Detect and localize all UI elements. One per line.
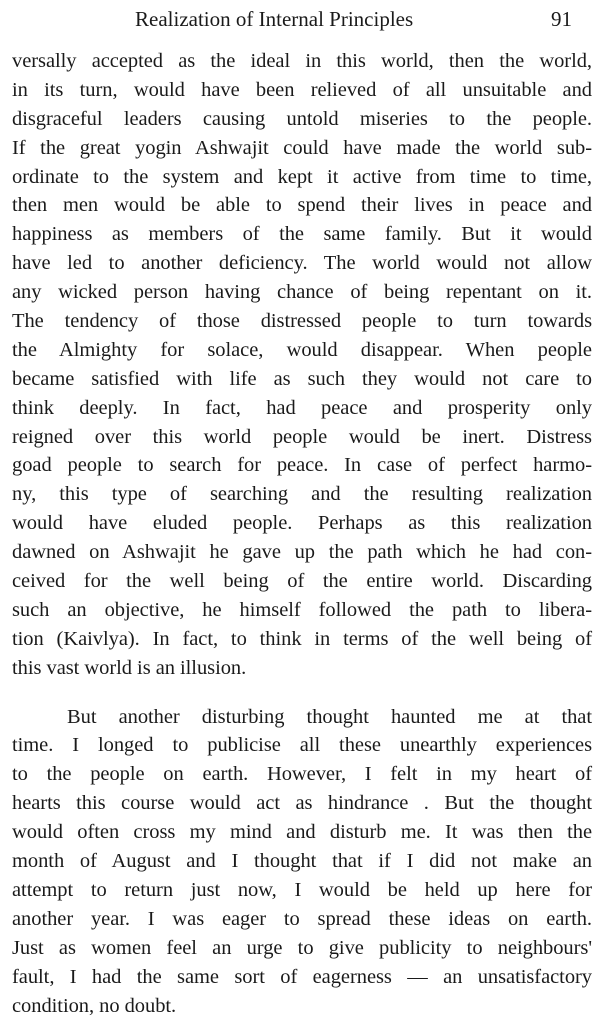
- text-line: this vast world is an illusion.: [12, 654, 592, 683]
- text-line: then men would be able to spend their lives in peace and: [12, 191, 592, 220]
- text-line: another year. I was eager to spread these ideas on earth.: [12, 905, 592, 934]
- text-line: But another disturbing thought haunted me at that: [12, 703, 592, 732]
- text-line: have led to another deficiency. The world would not allow: [12, 249, 592, 278]
- text-line: any wicked person having chance of being repentant on it.: [12, 278, 592, 307]
- text-line: attempt to return just now, I would be held up here for: [12, 876, 592, 905]
- text-line: ceived for the well being of the entire world. Discarding: [12, 567, 592, 596]
- text-line: If the great yogin Ashwajit could have made the world sub-: [12, 134, 592, 163]
- text-line: would often cross my mind and disturb me. It was then the: [12, 818, 592, 847]
- text-line: Just as women feel an urge to give publicity to neighbours': [12, 934, 592, 963]
- text-line: became satisfied with life as such they would not care to: [12, 365, 592, 394]
- paragraph-1: [12, 47, 592, 683]
- text-line: dawned on Ashwajit he gave up the path which he had con-: [12, 538, 592, 567]
- text-line: such an objective, he himself followed the path to libera-: [12, 596, 592, 625]
- text-line: ordinate to the system and kept it active from time to time,: [12, 163, 592, 192]
- body-text: [12, 47, 592, 1020]
- text-line: condition, no doubt.: [12, 992, 592, 1020]
- text-line: fault, I had the same sort of eagerness — an unsatisfactory: [12, 963, 592, 992]
- text-line: the Almighty for solace, would disappear. When people: [12, 336, 592, 365]
- text-line: versally accepted as the ideal in this world, then the world,: [12, 47, 592, 76]
- text-line: ny, this type of searching and the resulting realization: [12, 480, 592, 509]
- running-title: Realization of Internal Principles: [135, 5, 413, 33]
- page-number: 91: [551, 5, 572, 33]
- paragraph-2: [12, 703, 592, 1020]
- text-line: would have eluded people. Perhaps as this realization: [12, 509, 592, 538]
- text-line: disgraceful leaders causing untold miseries to the people.: [12, 105, 592, 134]
- text-line: to the people on earth. However, I felt in my heart of: [12, 760, 592, 789]
- running-header: [0, 5, 600, 33]
- text-line: tion (Kaivlya). In fact, to think in terms of the well being of: [12, 625, 592, 654]
- text-line: reigned over this world people would be inert. Distress: [12, 423, 592, 452]
- text-line: The tendency of those distressed people to turn towards: [12, 307, 592, 336]
- text-line: goad people to search for peace. In case of perfect harmo-: [12, 451, 592, 480]
- paragraph-gap: [12, 683, 592, 703]
- text-line: time. I longed to publicise all these unearthly experiences: [12, 731, 592, 760]
- text-line: think deeply. In fact, had peace and prosperity only: [12, 394, 592, 423]
- text-line: hearts this course would act as hindrance . But the thought: [12, 789, 592, 818]
- text-line: happiness as members of the same family. But it would: [12, 220, 592, 249]
- text-line: month of August and I thought that if I did not make an: [12, 847, 592, 876]
- text-line: in its turn, would have been relieved of all unsuitable and: [12, 76, 592, 105]
